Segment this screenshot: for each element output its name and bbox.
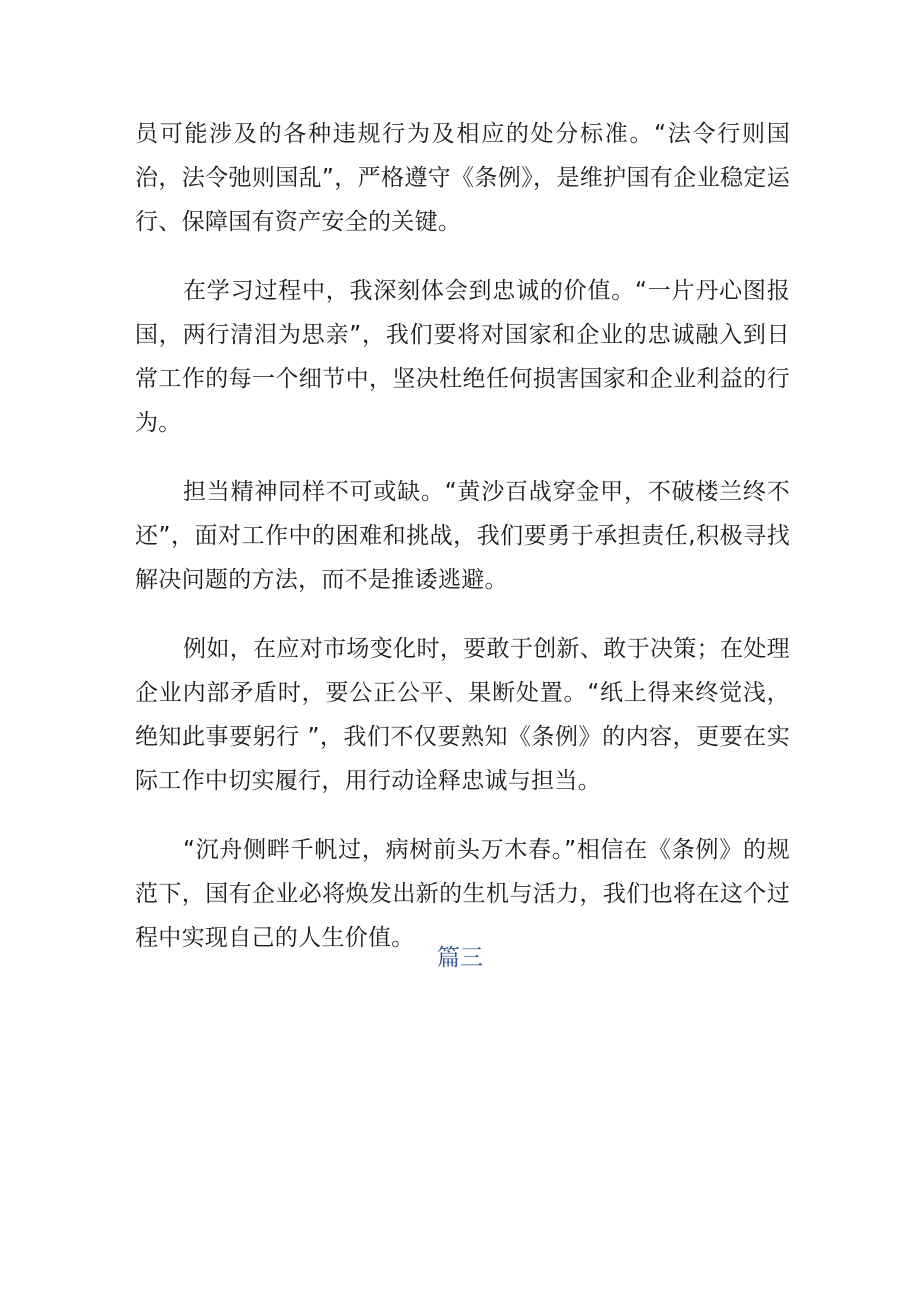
- section-heading: 篇三: [437, 945, 483, 971]
- paragraph-conclusion: “沉舟侧畔千帆过，病树前头万木春。”相信在《条例》的规范下，国有企业必将焕发出新的生机与活力，我们也将在这个过程中实现自己的人生价值。: [135, 837, 790, 951]
- document-body: [135, 112, 790, 985]
- paragraph-loyalty: 在学习过程中，我深刻体会到忠诚的价值。“一片丹心图报国，两行清泪为思亲”，我们要将对国家和企业的忠诚融入到日常工作的每一个细节中，坚决杜绝任何损害国家和企业利益的行为。: [135, 278, 790, 436]
- paragraph-continued: 员可能涉及的各种违规行为及相应的处分标准。“法令行则国治，法令弛则国乱”，严格遵守《条例》，是维护国有企业稳定运行、保障国有资产安全的关键。: [135, 121, 790, 235]
- paragraph-example: 例如，在应对市场变化时，要敢于创新、敢于决策；在处理企业内部矛盾时，要公正公平、果断处置。“纸上得来终觉浅，绝知此事要躬行 ”，我们不仅要熟知《条例》的内容，更要在实际工作中切实履行，用行动诠释忠诚与担当。: [135, 636, 790, 794]
- paragraph-responsibility: 担当精神同样不可或缺。“黄沙百战穿金甲，不破楼兰终不还”，面对工作中的困难和挑战，我们要勇于承担责任,积极寻找解决问题的方法，而不是推诿逃避。: [135, 479, 790, 593]
